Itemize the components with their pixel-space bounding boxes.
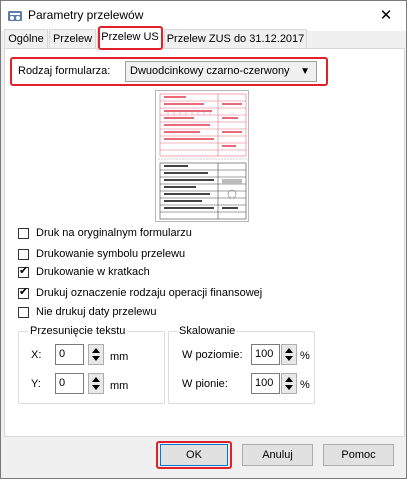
checkbox-no-date[interactable] xyxy=(18,307,29,318)
offset-x-input[interactable]: 0 xyxy=(55,344,84,365)
offset-y-label: Y: xyxy=(31,378,41,390)
cancel-button[interactable]: Anuluj xyxy=(242,444,313,466)
tab-przelew[interactable]: Przelew xyxy=(49,29,96,49)
scale-h-unit: % xyxy=(300,350,310,362)
scale-v-unit: % xyxy=(300,379,310,391)
offset-x-unit: mm xyxy=(110,351,129,363)
offset-x-spinner[interactable] xyxy=(88,344,104,365)
form-type-select[interactable] xyxy=(125,61,317,82)
scale-v-spinner[interactable] xyxy=(281,373,297,394)
arrow-up-icon xyxy=(285,348,293,353)
checkbox-print-in-boxes[interactable] xyxy=(18,267,29,278)
arrow-down-icon xyxy=(92,356,100,361)
title-bar xyxy=(1,1,406,31)
scale-v-label: W pionie: xyxy=(182,378,228,390)
scale-h-spinner[interactable] xyxy=(281,344,297,365)
arrow-down-icon xyxy=(285,385,293,390)
checkbox-transfer-symbol[interactable] xyxy=(18,249,29,260)
help-button[interactable]: Pomoc xyxy=(323,444,394,466)
checkbox-transfer-symbol-label[interactable]: Drukowanie symbolu przelewu xyxy=(36,248,186,260)
form-preview xyxy=(155,90,249,222)
close-icon: ✕ xyxy=(379,7,393,24)
chevron-down-icon: ▼ xyxy=(300,66,310,77)
offset-group-title: Przesunięcie tekstu xyxy=(30,325,126,337)
checkbox-no-date-label[interactable]: Nie drukuj daty przelewu xyxy=(36,306,157,318)
scale-h-label: W poziomie: xyxy=(182,349,243,361)
check-icon: ✔ xyxy=(19,265,29,277)
check-icon: ✔ xyxy=(19,286,29,298)
offset-y-unit: mm xyxy=(110,380,129,392)
offset-x-label: X: xyxy=(31,349,42,361)
scale-group-title: Skalowanie xyxy=(179,325,236,337)
arrow-up-icon xyxy=(92,348,100,353)
checkbox-operation-type[interactable] xyxy=(18,288,29,299)
scale-h-input[interactable]: 100 xyxy=(251,344,280,365)
checkbox-original-form-label[interactable]: Druk na oryginalnym formularzu xyxy=(36,227,192,239)
form-type-value: Dwuodcinkowy czarno-czerwony xyxy=(130,65,290,77)
offset-y-spinner[interactable] xyxy=(88,373,104,394)
app-icon xyxy=(7,8,23,24)
scale-v-input[interactable]: 100 xyxy=(251,373,280,394)
tab-przelew-zus[interactable]: Przelew ZUS do 31.12.2017 xyxy=(164,29,307,49)
tab-ogolne[interactable]: Ogólne xyxy=(4,29,48,49)
offset-y-input[interactable]: 0 xyxy=(55,373,84,394)
arrow-up-icon xyxy=(285,377,293,382)
checkbox-original-form[interactable] xyxy=(18,228,29,239)
arrow-down-icon xyxy=(285,356,293,361)
close-button[interactable] xyxy=(375,6,397,26)
window-title: Parametry przelewów xyxy=(28,8,144,22)
form-preview-image xyxy=(156,91,249,222)
checkbox-print-in-boxes-label[interactable]: Drukowanie w kratkach xyxy=(36,266,150,278)
ok-button[interactable]: OK xyxy=(160,444,228,466)
form-type-label: Rodzaj formularza: xyxy=(18,65,111,77)
arrow-up-icon xyxy=(92,377,100,382)
checkbox-operation-type-label[interactable]: Drukuj oznaczenie rodzaju operacji finansowej xyxy=(36,287,263,299)
tab-przelew-us[interactable]: Przelew US xyxy=(97,27,163,50)
arrow-down-icon xyxy=(92,385,100,390)
